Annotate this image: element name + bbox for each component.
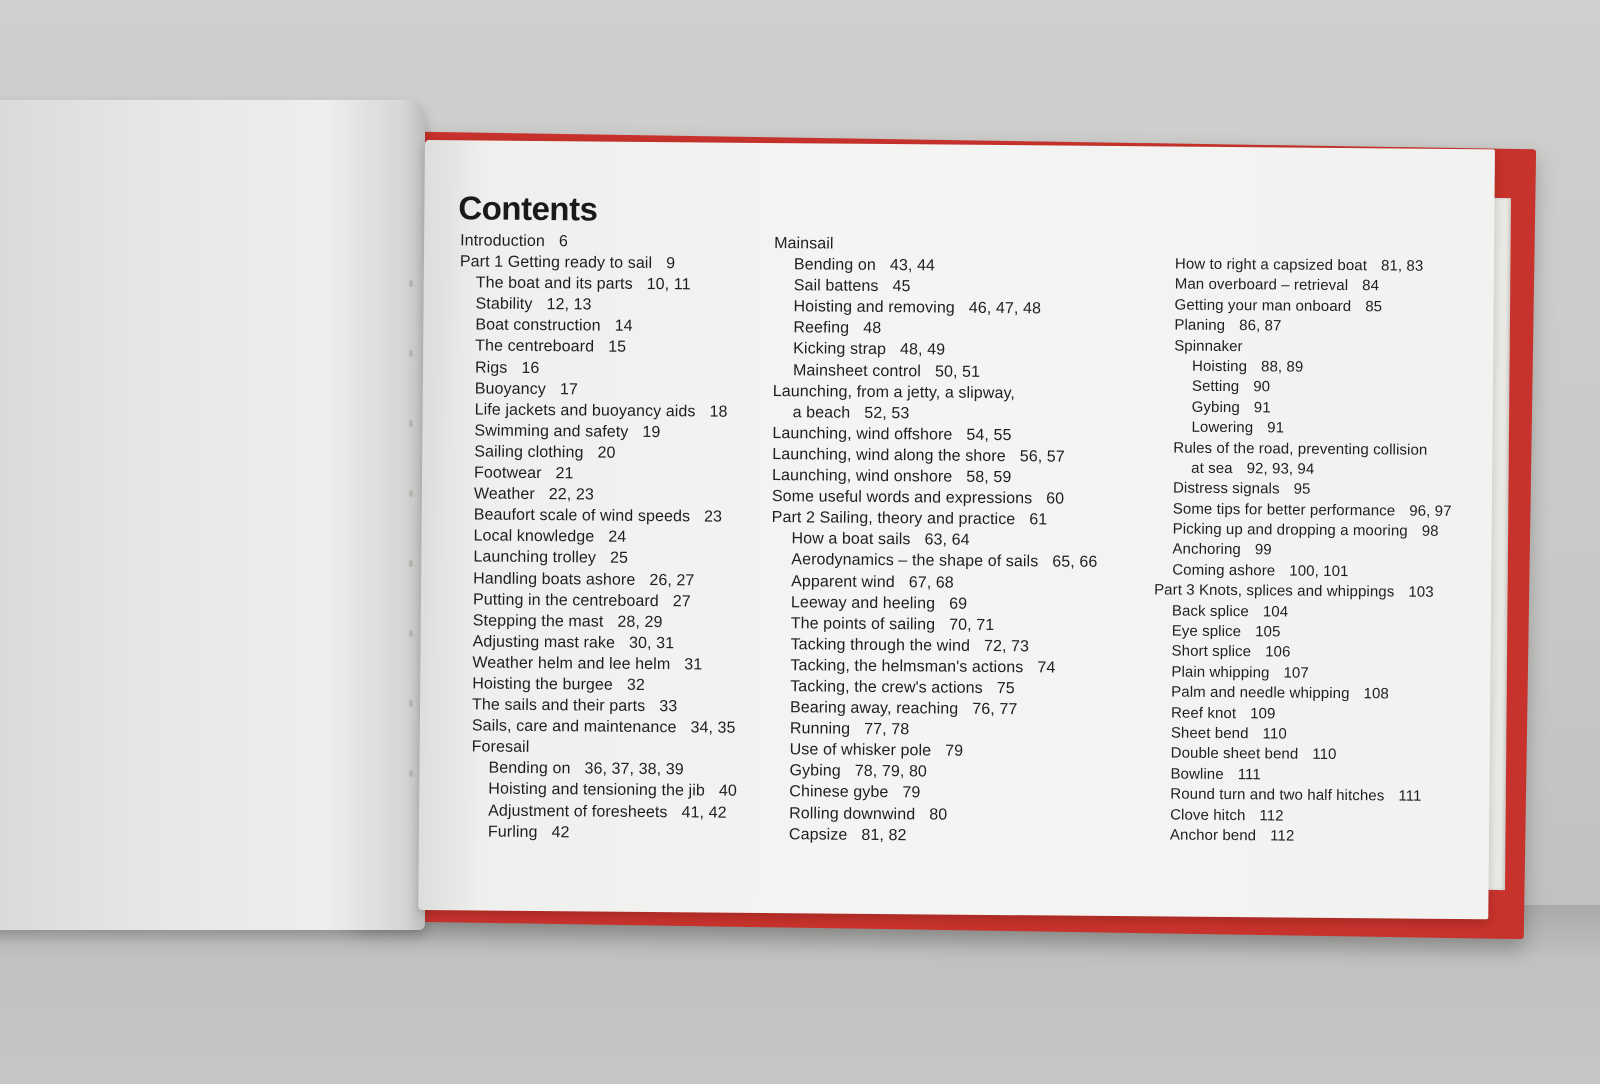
toc-entry <box>1157 275 1454 298</box>
toc-entry-title: How a boat sails <box>791 530 911 549</box>
toc-entry <box>459 294 741 318</box>
toc-entry-title: Some tips for better performance <box>1172 500 1396 520</box>
toc-entry <box>459 399 741 423</box>
toc-entry <box>772 423 1098 447</box>
toc-entry-title: Furling <box>487 823 538 841</box>
page-title: Contents <box>458 189 598 228</box>
toc-entry <box>456 737 738 761</box>
stitch <box>409 560 413 567</box>
toc-entry-pages: 26, 27 <box>649 571 695 589</box>
toc-entry-pages: 75 <box>996 679 1015 698</box>
toc-entry <box>770 655 1096 679</box>
toc-entry <box>774 254 1100 278</box>
toc-entry-title: Reefing <box>793 319 850 338</box>
toc-entry-pages: 28, 29 <box>617 613 663 631</box>
toc-entry-pages: 85 <box>1365 297 1383 316</box>
toc-entry-pages: 100, 101 <box>1289 562 1349 580</box>
toc-entry-pages: 20 <box>597 444 616 462</box>
toc-entry-pages: 91 <box>1253 398 1271 417</box>
toc-entry-pages: 18 <box>709 403 728 421</box>
toc-entry <box>457 568 739 592</box>
toc-entry <box>773 296 1099 320</box>
toc-entry-title: Back splice <box>1171 602 1249 620</box>
toc-entry <box>773 381 1099 405</box>
toc-entry-pages: 105 <box>1255 623 1281 641</box>
toc-entry-pages: 112 <box>1270 827 1295 845</box>
toc-entry-title: The boat and its parts <box>475 274 633 294</box>
toc-entry-pages: 79 <box>902 784 921 802</box>
toc-entry-title: Capsize <box>788 825 848 844</box>
toc-entry <box>1152 785 1449 808</box>
toc-entry-pages: 99 <box>1254 541 1272 559</box>
toc-entry <box>1156 316 1453 339</box>
toc-entry-title: Mainsail <box>774 235 834 253</box>
toc-entry <box>1156 377 1453 400</box>
toc-entry-title: Anchor bend <box>1169 826 1257 845</box>
toc-entry <box>459 378 741 402</box>
toc-entry-title: Rolling downwind <box>789 804 916 823</box>
toc-entry-title: Clove hitch <box>1170 806 1246 824</box>
toc-entry <box>1155 458 1452 481</box>
toc-entry <box>457 610 739 634</box>
toc-entry-title: Use of whisker pole <box>789 741 932 760</box>
toc-entry <box>457 631 739 655</box>
toc-entry <box>1153 723 1450 746</box>
stitch <box>409 770 413 777</box>
toc-entry-title: Sailing clothing <box>474 443 584 462</box>
toc-entry-title: Picking up and dropping a mooring <box>1172 520 1408 540</box>
toc-entry <box>773 317 1099 341</box>
toc-entry-title: Launching, wind onshore <box>772 467 953 486</box>
toc-entry <box>770 676 1096 700</box>
toc-entry-title: Launching, wind along the shore <box>772 445 1006 466</box>
toc-entry <box>1156 336 1453 359</box>
toc-entry-title: Adjusting mast rake <box>472 633 616 652</box>
toc-entry <box>1155 418 1452 441</box>
toc-entry-pages: 54, 55 <box>966 426 1012 444</box>
toc-entry <box>1155 479 1452 502</box>
toc-entry <box>455 800 737 824</box>
toc-entry <box>1154 621 1451 644</box>
toc-entry-pages: 67, 68 <box>908 573 954 592</box>
toc-entry <box>771 549 1097 573</box>
toc-entry <box>1153 662 1450 685</box>
toc-entry-pages: 19 <box>642 423 661 441</box>
toc-entry-pages: 12, 13 <box>546 296 592 314</box>
toc-entry <box>1156 295 1453 318</box>
toc-entry <box>455 821 737 845</box>
toc-entry-title: Spinnaker <box>1174 337 1243 355</box>
toc-entry-pages: 70, 71 <box>949 616 995 634</box>
toc-entry-pages: 92, 93, 94 <box>1246 460 1315 478</box>
contents-column-3 <box>1152 254 1454 848</box>
toc-entry-pages: 43, 44 <box>889 257 936 275</box>
toc-entry-pages: 58, 59 <box>966 468 1012 487</box>
toc-entry-title: Getting your man onboard <box>1174 296 1352 315</box>
toc-entry-pages: 41, 42 <box>681 803 727 822</box>
toc-entry-pages: 10, 11 <box>646 276 691 294</box>
toc-entry-pages: 31 <box>684 656 703 674</box>
toc-entry-pages: 110 <box>1312 746 1337 764</box>
toc-entry <box>455 779 737 803</box>
toc-entry-title: Reef knot <box>1170 704 1237 722</box>
toc-entry-title: Plain whipping <box>1171 663 1270 682</box>
toc-entry-title: Leeway and heeling <box>790 593 936 613</box>
toc-entry <box>1153 642 1450 665</box>
toc-entry-pages: 78, 79, 80 <box>854 763 928 781</box>
toc-entry-pages: 108 <box>1363 685 1389 703</box>
toc-entry-pages: 9 <box>666 255 676 273</box>
toc-entry-title: Launching, wind offshore <box>772 424 953 444</box>
toc-entry <box>771 592 1097 616</box>
toc-entry-title: The centreboard <box>475 337 595 356</box>
toc-entry <box>769 824 1095 848</box>
toc-entry-title: Hoisting and removing <box>793 298 955 317</box>
toc-entry-pages: 69 <box>949 595 968 613</box>
toc-entry-title: How to right a capsized boat <box>1174 255 1368 275</box>
toc-entry <box>1152 825 1449 848</box>
toc-entry <box>769 803 1095 827</box>
toc-entry-pages: 106 <box>1265 643 1291 661</box>
toc-entry-pages: 90 <box>1253 378 1271 396</box>
toc-entry-pages: 46, 47, 48 <box>968 300 1042 318</box>
toc-entry-pages: 32 <box>626 676 645 694</box>
toc-entry <box>457 589 739 613</box>
toc-entry-title: Boat construction <box>475 316 601 335</box>
toc-entry <box>456 673 738 697</box>
toc-entry-title: Buoyancy <box>474 380 546 398</box>
toc-entry <box>772 444 1098 468</box>
toc-entry-pages: 27 <box>672 592 691 610</box>
toc-entry-title: Gybing <box>1191 398 1240 416</box>
toc-entry-pages: 6 <box>558 233 569 251</box>
toc-entry-title: Handling boats ashore <box>473 569 636 589</box>
toc-entry-title: Distress signals <box>1172 479 1280 498</box>
toc-entry-pages: 45 <box>892 278 911 296</box>
toc-entry <box>773 360 1099 384</box>
toc-entry-pages: 95 <box>1293 480 1311 499</box>
toc-entry <box>458 462 740 486</box>
toc-entry <box>771 528 1097 552</box>
toc-entry-title: Rules of the road, preventing collision <box>1173 439 1428 459</box>
toc-entry-title: Chinese gybe <box>789 783 889 802</box>
toc-entry-title: Some useful words and expressions <box>771 488 1033 508</box>
toc-entry-title: Part 3 Knots, splices and whippings <box>1154 581 1395 601</box>
toc-entry-pages: 16 <box>521 359 540 377</box>
binding-stitches <box>409 280 415 840</box>
toc-entry-pages: 84 <box>1362 277 1380 295</box>
toc-entry <box>1157 254 1454 277</box>
toc-entry-pages: 23 <box>704 508 723 526</box>
toc-entry-title: a beach <box>792 403 851 422</box>
toc-entry-title: Life jackets and buoyancy aids <box>474 401 696 421</box>
toc-entry <box>458 505 740 529</box>
toc-entry-title: Local knowledge <box>473 527 595 546</box>
toc-entry-title: Setting <box>1191 378 1240 396</box>
toc-entry-title: Gybing <box>789 762 841 780</box>
toc-entry-pages: 42 <box>551 823 570 841</box>
toc-entry-pages: 98 <box>1421 522 1439 540</box>
toc-entry <box>771 634 1097 658</box>
toc-entry-pages: 104 <box>1262 602 1289 621</box>
toc-entry <box>456 715 738 739</box>
toc-entry <box>458 483 740 507</box>
toc-entry-pages: 79 <box>945 742 964 760</box>
stitch <box>409 350 413 357</box>
toc-entry-title: Stepping the mast <box>472 612 604 631</box>
toc-entry-pages: 34, 35 <box>690 719 736 737</box>
toc-entry <box>457 526 739 550</box>
toc-entry-title: Apparent wind <box>791 572 895 591</box>
toc-entry <box>774 275 1100 299</box>
toc-entry <box>770 718 1096 742</box>
toc-entry <box>772 507 1098 531</box>
toc-entry-pages: 22, 23 <box>548 486 594 504</box>
toc-entry-title: Footwear <box>474 464 542 483</box>
toc-entry <box>773 339 1099 363</box>
toc-entry-title: Launching, from a jetty, a slipway, <box>772 382 1016 402</box>
toc-entry-title: Bearing away, reaching <box>789 699 959 718</box>
toc-entry <box>458 441 740 465</box>
toc-entry-pages: 81, 83 <box>1380 257 1424 275</box>
toc-entry-title: Double sheet bend <box>1170 744 1299 764</box>
contents-column-2 <box>769 233 1100 848</box>
toc-entry-pages: 21 <box>555 465 574 483</box>
toc-entry-title: at sea <box>1191 459 1233 477</box>
toc-entry-pages: 17 <box>559 380 578 398</box>
stitch <box>409 490 413 497</box>
toc-entry-title: Planing <box>1174 316 1226 335</box>
toc-entry-title: Sail battens <box>793 277 879 296</box>
left-page <box>0 100 425 930</box>
toc-entry-pages: 25 <box>609 550 629 568</box>
toc-entry <box>459 357 741 381</box>
toc-entry <box>456 652 738 676</box>
toc-entry-title: The sails and their parts <box>471 696 646 716</box>
toc-entry-title: Running <box>789 720 851 738</box>
toc-entry <box>1154 601 1451 624</box>
toc-entry-pages: 48 <box>863 320 882 338</box>
contents-column-1 <box>455 230 742 844</box>
toc-entry-pages: 52, 53 <box>864 404 910 422</box>
toc-entry-title: Part 2 Sailing, theory and practice <box>771 509 1016 529</box>
toc-entry-pages: 74 <box>1037 659 1056 677</box>
toc-entry <box>1153 703 1450 726</box>
toc-entry <box>772 465 1098 489</box>
toc-entry-pages: 15 <box>608 339 627 357</box>
toc-entry-pages: 63, 64 <box>924 531 970 550</box>
toc-entry-pages: 72, 73 <box>983 637 1030 656</box>
toc-entry-title: Sheet bend <box>1170 724 1249 743</box>
toc-entry <box>771 571 1097 595</box>
toc-entry <box>458 420 740 444</box>
toc-entry <box>460 251 742 275</box>
toc-entry-pages: 86, 87 <box>1239 317 1282 335</box>
toc-entry-title: Short splice <box>1171 642 1252 661</box>
toc-entry <box>1155 438 1452 461</box>
toc-entry-pages: 103 <box>1408 583 1434 602</box>
toc-entry-pages: 50, 51 <box>934 363 981 381</box>
toc-entry <box>455 758 737 782</box>
toc-entry <box>460 272 742 296</box>
toc-entry-title: Weather <box>473 485 535 504</box>
toc-entry-pages: 80 <box>929 805 948 824</box>
toc-entry-title: Rigs <box>474 359 508 377</box>
toc-entry-pages: 110 <box>1262 725 1287 743</box>
toc-entry <box>1156 397 1453 420</box>
toc-entry <box>459 315 741 339</box>
toc-entry <box>1156 356 1453 379</box>
toc-entry-title: Hoisting and tensioning the jib <box>488 781 705 800</box>
toc-entry <box>770 697 1096 721</box>
toc-entry <box>773 402 1099 426</box>
toc-entry <box>774 233 1100 257</box>
toc-entry <box>1153 683 1450 706</box>
toc-entry-title: Tacking, the helmsman's actions <box>790 657 1024 677</box>
toc-entry-pages: 77, 78 <box>864 721 910 739</box>
toc-entry-pages: 81, 82 <box>861 826 907 844</box>
toc-entry <box>456 694 738 718</box>
toc-entry-pages: 36, 37, 38, 39 <box>584 760 684 779</box>
toc-entry <box>1152 805 1449 828</box>
toc-entry <box>769 781 1095 805</box>
toc-entry-title: Tacking through the wind <box>790 635 971 655</box>
toc-entry <box>1154 581 1451 604</box>
toc-entry-pages: 24 <box>608 528 627 547</box>
toc-entry-pages: 88, 89 <box>1260 358 1304 376</box>
toc-entry-title: Tacking, the crew's actions <box>790 678 983 697</box>
toc-entry-title: Swimming and safety <box>474 422 629 441</box>
toc-entry <box>457 547 739 571</box>
toc-entry-pages: 48, 49 <box>900 341 946 360</box>
toc-entry-title: Sails, care and maintenance <box>471 717 677 737</box>
toc-entry-pages: 33 <box>659 698 678 716</box>
toc-entry <box>1155 519 1452 542</box>
toc-entry-title: Introduction <box>460 232 546 251</box>
toc-entry <box>771 613 1097 637</box>
toc-entry-title: Bowline <box>1170 765 1224 783</box>
toc-entry <box>1153 744 1450 767</box>
toc-entry-title: Aerodynamics – the shape of sails <box>791 551 1039 571</box>
toc-entry-pages: 112 <box>1259 806 1284 825</box>
toc-entry-title: Stability <box>475 295 533 314</box>
toc-entry-title: Hoisting <box>1191 357 1248 376</box>
toc-entry-pages: 107 <box>1283 664 1309 682</box>
toc-entry <box>1152 764 1449 787</box>
toc-entry-title: Beaufort scale of wind speeds <box>473 506 691 526</box>
toc-entry-title: Part 1 Getting ready to sail <box>459 253 653 273</box>
toc-entry <box>1154 560 1451 583</box>
toc-entry-title: Coming ashore <box>1172 561 1276 580</box>
toc-entry-title: Bending on <box>793 256 876 275</box>
toc-entry-title: Kicking strap <box>793 340 887 359</box>
toc-entry-title: Foresail <box>471 738 530 757</box>
toc-entry-title: Anchoring <box>1172 541 1241 559</box>
toc-entry-title: Mainsheet control <box>792 361 922 380</box>
toc-entry-pages: 111 <box>1398 787 1422 805</box>
toc-entry-pages: 14 <box>614 318 633 336</box>
stitch <box>409 700 413 707</box>
toc-entry-title: Lowering <box>1191 418 1254 437</box>
toc-entry <box>1154 540 1451 563</box>
stitch <box>409 420 413 427</box>
toc-entry-pages: 96, 97 <box>1409 502 1452 520</box>
toc-entry-pages: 109 <box>1250 704 1276 723</box>
toc-entry-title: Putting in the centreboard <box>472 591 659 610</box>
toc-entry-pages: 60 <box>1046 490 1065 508</box>
toc-entry-pages: 91 <box>1267 419 1285 437</box>
toc-entry-title: Round turn and two half hitches <box>1170 785 1385 805</box>
toc-entry-title: Man overboard – retrieval <box>1174 275 1349 295</box>
toc-entry <box>460 230 742 254</box>
toc-entry-title: Weather helm and lee helm <box>472 654 671 674</box>
toc-entry-title: Adjustment of foresheets <box>488 802 668 821</box>
toc-entry-title: Hoisting the burgee <box>472 675 613 694</box>
toc-entry <box>770 739 1096 763</box>
toc-entry-title: The points of sailing <box>790 614 936 634</box>
stitch <box>409 630 413 637</box>
toc-entry-title: Launching trolley <box>473 548 597 567</box>
stitch <box>409 280 413 287</box>
toc-entry <box>772 486 1098 510</box>
toc-entry <box>769 760 1095 784</box>
contents-page <box>418 140 1495 919</box>
toc-entry-pages: 111 <box>1237 765 1261 784</box>
toc-entry-pages: 56, 57 <box>1019 448 1065 466</box>
toc-entry-pages: 76, 77 <box>972 700 1018 719</box>
toc-entry-title: Bending on <box>488 759 571 778</box>
toc-entry-pages: 65, 66 <box>1052 553 1098 572</box>
toc-entry-pages: 30, 31 <box>628 634 675 652</box>
toc-entry-title: Eye splice <box>1171 622 1242 641</box>
toc-entry <box>1155 499 1452 522</box>
toc-entry <box>459 336 741 360</box>
toc-entry-title: Palm and needle whipping <box>1171 683 1350 703</box>
toc-entry-pages: 40 <box>718 783 737 801</box>
toc-entry-pages: 61 <box>1029 511 1048 529</box>
